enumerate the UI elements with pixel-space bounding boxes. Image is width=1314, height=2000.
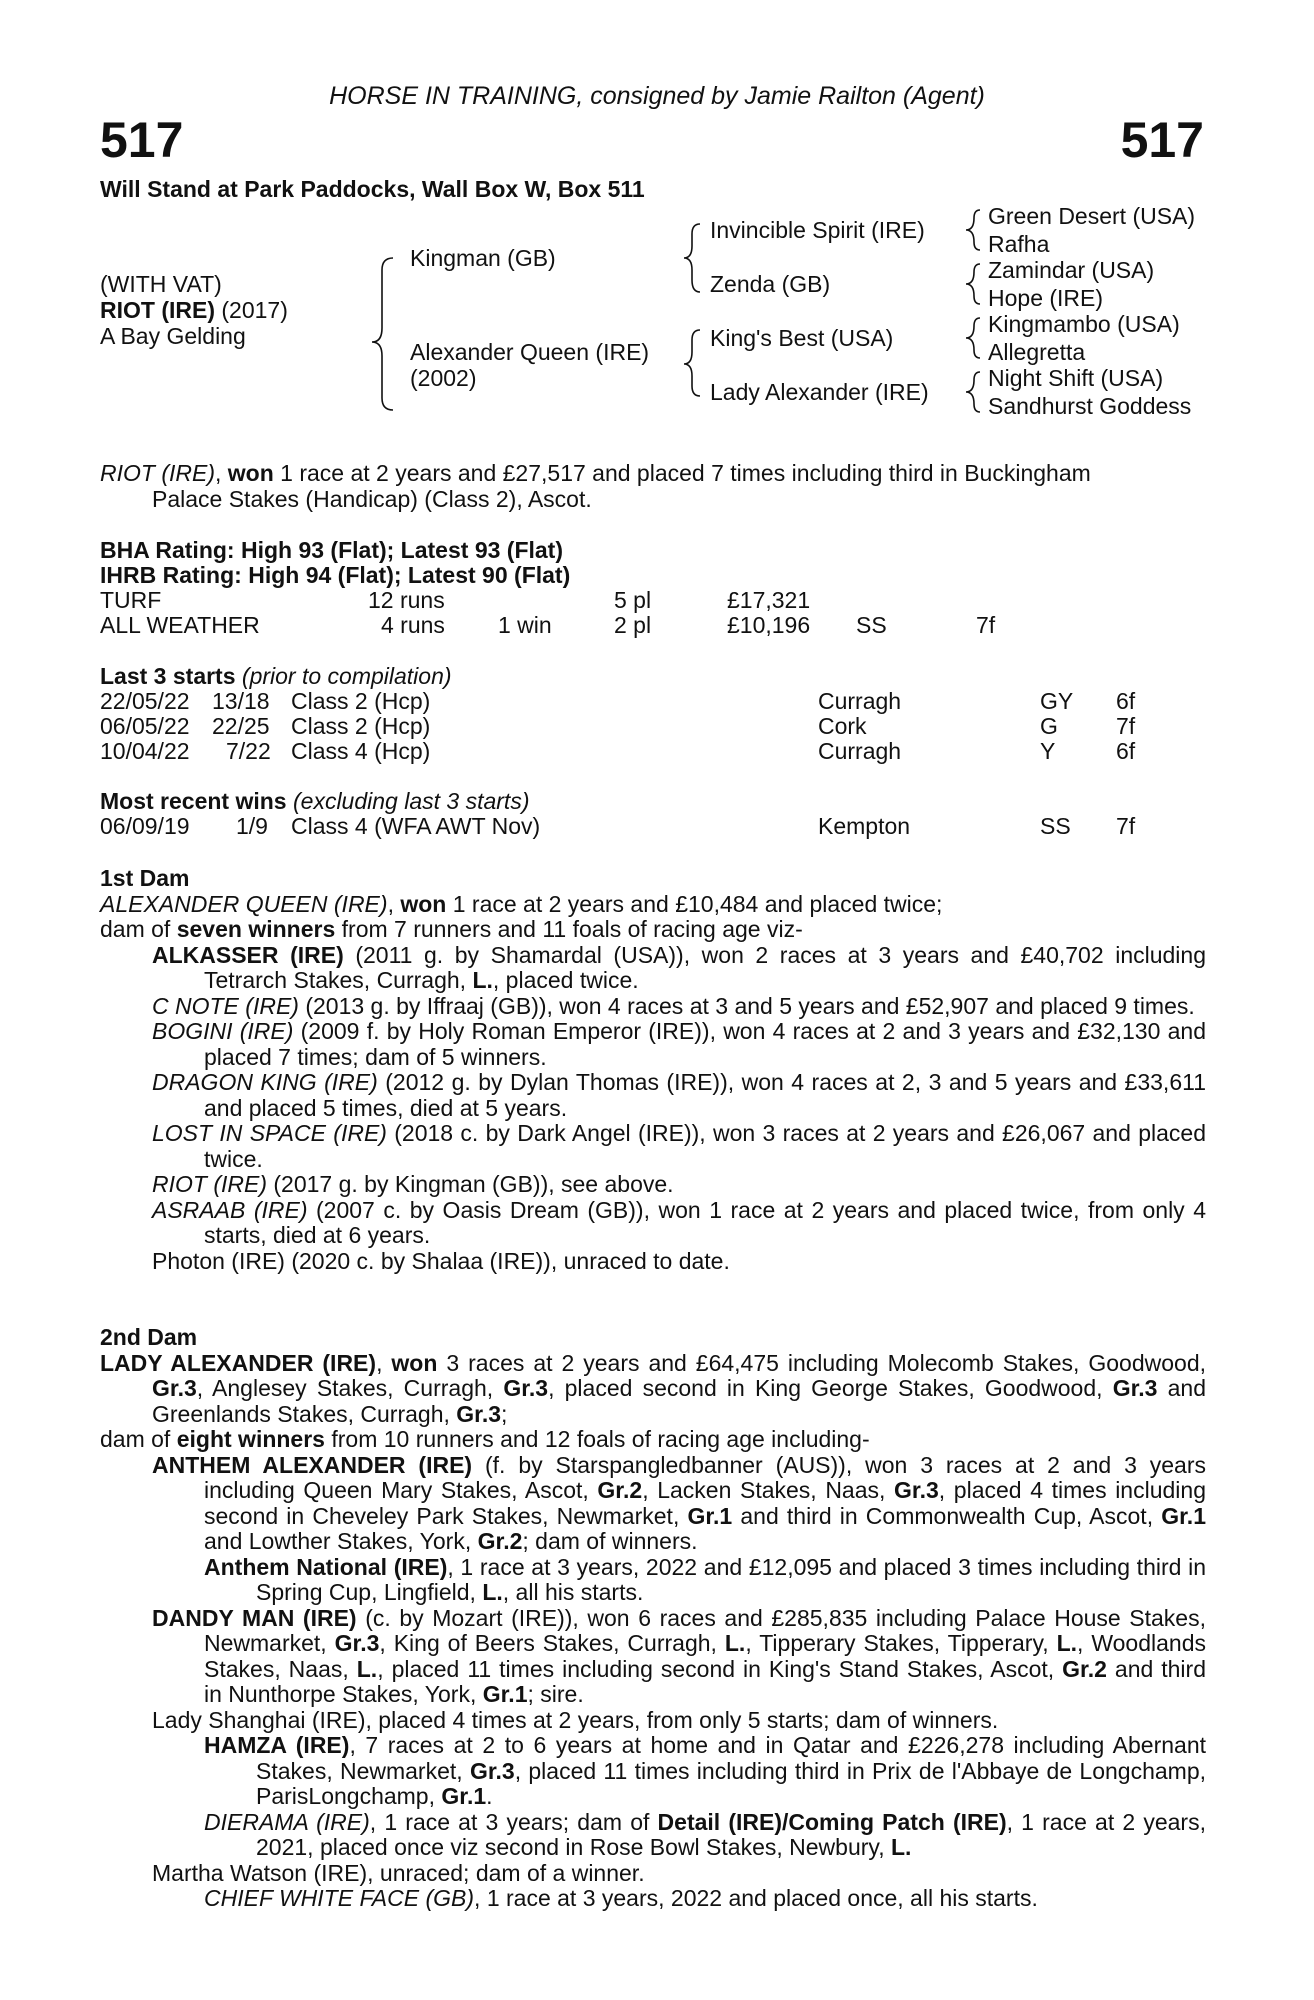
dam-dam: Lady Alexander (IRE): [710, 379, 929, 405]
sd-dam-of-pre: dam of: [100, 1426, 177, 1452]
ls1-class: Class 2 (Hcp): [291, 688, 431, 714]
g: L.: [356, 1655, 378, 1682]
g: L.: [482, 1579, 503, 1605]
aw-dist: 7f: [976, 612, 996, 638]
horse-description: A Bay Gelding: [100, 323, 246, 349]
rw1-class: Class 4 (WFA AWT Nov): [291, 813, 541, 839]
ls2-date: 06/05/22: [100, 713, 190, 739]
t: .: [486, 1783, 493, 1809]
aw-surface: ALL WEATHER: [100, 612, 260, 638]
last-starts-note: (prior to compilation): [241, 663, 452, 689]
sire-dam: Zenda (GB): [710, 271, 831, 297]
first-dam-section: 1st Dam ALEXANDER QUEEN (IRE), won 1 race at 2 years and £10,484 and placed twice; dam of seven winners from 7 runners and 11 foals of racing age viz- ALKASSER (IRE) (2011 g. by Shamardal (USA)), won 2 races at 3 years and £40,702 including Tetrarch Stakes, Curragh, L., placed twice. C NOTE (IRE) (2013 g. by Iffraaj (GB)), won 4 races at 3 and 5 years and £52,907 and placed 9 times. BOGINI (IRE) (2009 f. by Holy Roman Emperor (IRE)), won 4 races at 2 and 3 years and £32,130 and placed 7 times; dam of 5 winners. DRAGON KING (IRE) (2012 g. by Dylan Thomas (IRE)), won 4 races at 2, 3 and 5 years and £33,611 and placed 5 times, died at 5 years. LOST IN SPACE (IRE) (2018 c. by Dark Angel (IRE)), won 3 races at 2 years and £26,067 and placed twice. RIOT (IRE) (2017 g. by Kingman (GB)), see above. ASRAAB (IRE) (2007 c. by Oasis Dream (GB)), won 1 race at 2 years and placed twice, from only 4 starts, died at 6 years. Photon (IRE) (2020 c. by Shalaa (IRE)), unraced to date.: [100, 865, 1206, 1274]
rw1-going: SS: [1040, 813, 1071, 839]
ggp-7: Night Shift (USA): [988, 365, 1164, 391]
t: , 1 race at 2 years, 2021, placed once viz second in Rose Bowl Stakes, Newbury,: [256, 1808, 1206, 1860]
progeny-dierama: [100, 1810, 1206, 1861]
progeny-anthem-national: [100, 1555, 1206, 1606]
last-starts-heading: [100, 664, 452, 690]
lot-number-right: 517: [1120, 112, 1204, 168]
ls2-course: Cork: [818, 713, 867, 739]
t: (c. by Mozart (IRE)), won 6 races and £285,835 including Palace House Stakes, Newmarket,: [204, 1604, 1206, 1656]
t: , 1 race at 3 years, 2022 and £12,095 and placed 3 times including third in Spring Cup, Lingfield,: [256, 1553, 1207, 1605]
last-starts-title: Last 3 starts: [100, 663, 236, 689]
first-dam-dam-of-post: from 7 runners and 11 foals of racing age viz-: [335, 916, 803, 942]
progeny-martha-watson: [100, 1861, 1206, 1887]
t: , all his starts.: [502, 1579, 644, 1605]
ls3-date: 10/04/22: [100, 738, 190, 764]
stand-location: Will Stand at Park Paddocks, Wall Box W, Box 511: [100, 176, 645, 202]
horse-name: RIOT (IRE): [100, 297, 215, 323]
recent-wins-title: Most recent wins: [100, 788, 287, 814]
ggp-1: Green Desert (USA): [988, 203, 1196, 229]
g: Gr.1: [482, 1681, 528, 1707]
g: Gr.1: [441, 1783, 487, 1809]
first-dam-name: ALEXANDER QUEEN (IRE): [100, 890, 388, 917]
sd-grade: Gr.3: [152, 1375, 197, 1401]
g: Gr.2: [1062, 1655, 1107, 1682]
rw1-course: Kempton: [818, 813, 911, 839]
progeny-name: Anthem National (IRE): [204, 1553, 448, 1580]
g: L.: [1056, 1630, 1078, 1656]
second-dam-won: won: [391, 1349, 438, 1376]
progeny-tail: , placed twice.: [492, 967, 639, 993]
summary-name: RIOT (IRE): [100, 460, 215, 486]
progeny-text: (2011 g. by Shamardal (USA)), won 2 races at 3 years and £40,702 including Tetrarch Stakes, Curragh,: [204, 941, 1206, 993]
recent-wins-note: (excluding last 3 starts): [293, 788, 530, 814]
progeny-name: HAMZA (IRE): [204, 1732, 350, 1758]
turf-placed: 5 pl: [614, 587, 652, 613]
ihrb-rating: IHRB Rating: High 94 (Flat); Latest 90 (Flat): [100, 562, 571, 588]
ls3-course: Curragh: [818, 738, 902, 764]
progeny-name: ANTHEM ALEXANDER (IRE): [152, 1451, 473, 1478]
second-dam-record: LADY ALEXANDER (IRE), won 3 races at 2 years and £64,475 including Molecomb Stakes, Goodwood, Gr.3, Anglesey Stakes, Curragh, Gr.3, placed second in King George Stakes, Goodwood, Gr.3 and Greenlands Stakes, Curragh, Gr.3;: [100, 1349, 1207, 1427]
progeny-name: DRAGON KING (IRE): [152, 1069, 378, 1095]
g: L.: [724, 1630, 746, 1656]
sd-grade: Gr.3: [1112, 1375, 1158, 1401]
summary-text2: Palace Stakes (Handicap) (Class 2), Ascot.: [152, 485, 592, 512]
first-dam-winners: seven winners: [176, 916, 336, 942]
rw1-pos: 1/9: [236, 813, 268, 839]
progeny-riot: [100, 1172, 1206, 1198]
progeny-asraab: [100, 1198, 1206, 1249]
progeny-alkasser: [100, 943, 1206, 994]
t: , placed 11 times including third in Prix de l'Abbaye de Longchamp, ParisLongchamp,: [256, 1757, 1206, 1809]
summary-text1: 1 race at 2 years and £27,517 and placed 7 times including third in Buckingham: [273, 460, 1091, 486]
first-dam-text: 1 race at 2 years and £10,484 and placed twice;: [446, 890, 943, 917]
ls3-going: Y: [1040, 738, 1056, 764]
second-dam-name: LADY ALEXANDER (IRE): [100, 1349, 377, 1376]
ls2-class: Class 2 (Hcp): [291, 713, 431, 739]
ls2-dist: 7f: [1116, 713, 1136, 739]
progeny-text: (2017 g. by Kingman (GB)), see above.: [267, 1171, 674, 1197]
ls1-date: 22/05/22: [100, 688, 190, 714]
progeny-name: RIOT (IRE): [152, 1171, 267, 1197]
progeny-hamza: [100, 1733, 1206, 1810]
progeny-dandy-man: [100, 1606, 1206, 1708]
sd-text: , Anglesey Stakes, Curragh,: [196, 1375, 504, 1401]
sd-dam-of-post: from 10 runners and 12 foals of racing age including-: [324, 1426, 870, 1452]
recent-wins-heading: [100, 789, 529, 815]
sd-grade: Gr.3: [503, 1375, 549, 1401]
ggp-5: Kingmambo (USA): [988, 311, 1180, 337]
ggp-2: Rafha: [988, 231, 1050, 257]
aw-going: SS: [856, 612, 887, 638]
t: , Lacken Stakes, Naas,: [642, 1477, 895, 1503]
dam: Alexander Queen (IRE): [410, 339, 650, 365]
t: , placed 11 times including second in King's Stand Stakes, Ascot,: [377, 1655, 1063, 1682]
progeny-name: BOGINI (IRE): [152, 1018, 294, 1044]
progeny-text: (2012 g. by Dylan Thomas (IRE)), won 4 races at 2, 3 and 5 years and £33,611 and placed 5 times, died at 5 years.: [204, 1069, 1206, 1121]
g: Gr.3: [469, 1757, 515, 1784]
progeny-name: CHIEF WHITE FACE (GB): [204, 1885, 475, 1911]
g: Gr.3: [894, 1477, 939, 1503]
vat-note: (WITH VAT): [100, 271, 222, 297]
progeny-name: LOST IN SPACE (IRE): [152, 1120, 387, 1146]
consignor-header: HORSE IN TRAINING, consigned by Jamie Railton (Agent): [329, 82, 985, 110]
t: , Tipperary Stakes, Tipperary,: [745, 1630, 1057, 1656]
progeny-lady-shanghai: [100, 1708, 1206, 1734]
t: , 1 race at 3 years, 2022 and placed once, all his starts.: [474, 1885, 1038, 1911]
ls2-pos: 22/25: [212, 713, 270, 739]
g: Detail (IRE)/Coming Patch (IRE): [657, 1808, 1007, 1835]
g: L.: [890, 1834, 912, 1860]
t: , 7 races at 2 to 6 years at home and in Qatar and £226,278 including Abernant Stakes, Newmarket,: [256, 1732, 1207, 1784]
sd-text: and Greenlands Stakes, Curragh,: [152, 1375, 1206, 1427]
dam-sire: King's Best (USA): [710, 325, 894, 351]
progeny-text: (2007 c. by Oasis Dream (GB)), won 1 race at 2 years and placed twice, from only 4 starts, died at 6 years.: [204, 1196, 1206, 1248]
progeny-dragon-king: [100, 1070, 1206, 1121]
sd-text: ;: [501, 1400, 508, 1427]
ls1-dist: 6f: [1116, 688, 1136, 714]
ggp-6: Allegretta: [988, 339, 1086, 365]
t: ; dam of winners.: [522, 1528, 698, 1554]
dam-year: (2002): [410, 365, 477, 391]
progeny-grade: L.: [472, 967, 493, 993]
sire-sire: Invincible Spirit (IRE): [710, 217, 925, 243]
horse-year: (2017): [221, 297, 288, 323]
sd-text: 3 races at 2 years and £64,475 including Molecomb Stakes, Goodwood,: [437, 1349, 1207, 1376]
rw1-dist: 7f: [1116, 813, 1136, 839]
t: , Woodlands Stakes, Naas,: [204, 1630, 1206, 1682]
t: (f. by Starspangledbanner (AUS)), won 3 races at 2 and 3 years including Queen Mary Stakes, Ascot,: [204, 1451, 1206, 1503]
ggp-4: Hope (IRE): [988, 285, 1104, 311]
ls3-pos: 7/22: [226, 738, 271, 764]
progeny-name: ASRAAB (IRE): [152, 1196, 308, 1223]
t: , placed 4 times including second in Cheveley Park Stakes, Newmarket,: [204, 1477, 1206, 1529]
ls1-course: Curragh: [818, 688, 902, 714]
t: and third in Commonwealth Cup, Ascot,: [732, 1502, 1162, 1529]
ls3-class: Class 4 (Hcp): [291, 738, 431, 764]
t: , King of Beers Stakes, Curragh,: [379, 1630, 725, 1656]
sire: Kingman (GB): [410, 245, 556, 271]
g: Gr.2: [597, 1477, 643, 1503]
aw-placed: 2 pl: [614, 612, 652, 638]
aw-runs: 4 runs: [381, 612, 445, 638]
turf-prize: £17,321: [727, 587, 811, 613]
first-dam-won: won: [400, 890, 447, 917]
progeny-text: (2018 c. by Dark Angel (IRE)), won 3 races at 2 years and £26,067 and placed twice.: [204, 1120, 1206, 1172]
sd-text: , placed second in King George Stakes, Goodwood,: [548, 1375, 1113, 1401]
second-dam-section: [100, 1325, 1206, 1912]
progeny-text: Photon (IRE) (2020 c. by Shalaa (IRE)), unraced to date.: [152, 1247, 730, 1274]
lot-number-left: 517: [100, 112, 184, 168]
progeny-anthem-alexander: [100, 1453, 1206, 1555]
t: Lady Shanghai (IRE), placed 4 times at 2 years, from only 5 starts; dam of winners.: [152, 1706, 999, 1733]
second-dam-dam-of: [100, 1427, 1206, 1453]
t: and Lowther Stakes, York,: [204, 1528, 478, 1554]
progeny-text: (2009 f. by Holy Roman Emperor (IRE)), won 4 races at 2 and 3 years and £32,130 and placed 7 times; dam of 5 winners.: [204, 1018, 1206, 1070]
sd-grade: Gr.3: [456, 1400, 502, 1427]
t: and third in Nunthorpe Stakes, York,: [204, 1655, 1206, 1707]
ls3-dist: 6f: [1116, 738, 1136, 764]
progeny-chief-white-face: [100, 1886, 1206, 1912]
aw-prize: £10,196: [727, 612, 811, 638]
ls1-going: GY: [1040, 688, 1074, 714]
t: , 1 race at 3 years; dam of: [369, 1808, 658, 1835]
g: Gr.1: [687, 1502, 733, 1529]
rw1-date: 06/09/19: [100, 813, 190, 839]
ggp-8: Sandhurst Goddess: [988, 393, 1192, 419]
progeny-bogini: [100, 1019, 1206, 1070]
bha-rating: BHA Rating: High 93 (Flat); Latest 93 (Flat): [100, 537, 563, 563]
ls1-pos: 13/18: [212, 688, 270, 714]
sd-winners: eight winners: [176, 1426, 325, 1452]
horse-name-line: [100, 298, 288, 324]
progeny-name: DANDY MAN (IRE): [152, 1604, 357, 1631]
t: Martha Watson (IRE), unraced; dam of a winner.: [152, 1859, 645, 1886]
progeny-name: C NOTE (IRE): [152, 992, 299, 1019]
first-dam-title: 1st Dam: [100, 865, 190, 891]
progeny-name: ALKASSER (IRE): [152, 941, 344, 968]
progeny-name: DIERAMA (IRE): [204, 1808, 370, 1835]
progeny-lost-in-space: [100, 1121, 1206, 1172]
turf-surface: TURF: [100, 587, 162, 613]
first-dam-dam-of-pre: dam of: [100, 916, 177, 942]
progeny-text: (2013 g. by Iffraaj (GB)), won 4 races at 3 and 5 years and £52,907 and placed 9 times.: [298, 992, 1195, 1019]
progeny-c-note: [100, 994, 1206, 1020]
ls2-going: G: [1040, 713, 1058, 739]
second-dam-title: 2nd Dam: [100, 1324, 198, 1350]
g: Gr.2: [477, 1528, 523, 1554]
t: ; sire.: [527, 1681, 584, 1707]
turf-runs: 12 runs: [368, 587, 445, 613]
race-summary: RIOT (IRE), won 1 race at 2 years and £27,517 and placed 7 times including third in Buckingham Palace Stakes (Handicap) (Class 2), Ascot.: [100, 460, 1091, 512]
ggp-3: Zamindar (USA): [988, 257, 1155, 283]
aw-wins: 1 win: [498, 612, 552, 638]
progeny-photon: [100, 1249, 1206, 1275]
g: Gr.3: [334, 1630, 380, 1656]
summary-won: won: [227, 460, 274, 486]
g: Gr.1: [1161, 1502, 1206, 1529]
